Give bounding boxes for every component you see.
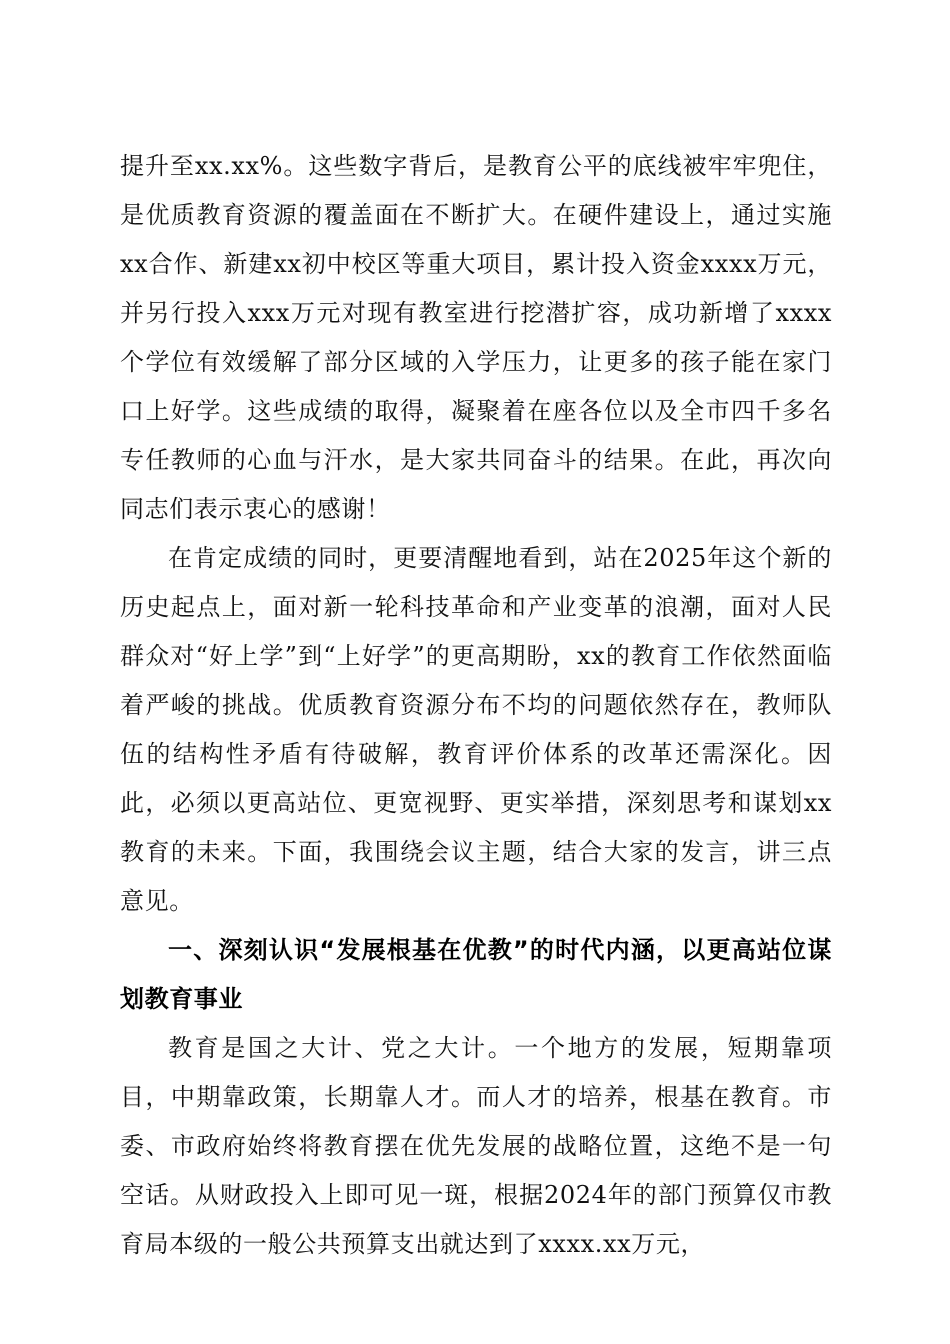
- paragraph-education-priority: 教育是国之大计、党之大计。一个地方的发展，短期靠项目，中期靠政策，长期靠人才。而人才的培养，根基在教育。市委、市政府始终将教育摆在优先发展的战略位置，这绝不是一句空话。从财政投入上即可见一斑，根据2024年的部门预算仅市教育局本级的一般公共预算支出就达到了xxxx.xx万元，: [120, 1034, 832, 1258]
- document-body: [120, 142, 832, 1269]
- section-heading: 一、深刻认识“发展根基在优教”的时代内涵，以更高站位谋划教育事业: [120, 936, 832, 1013]
- paragraph-achievements: 提升至xx.xx%。这些数字背后，是教育公平的底线被牢牢兜住，是优质教育资源的覆盖面在不断扩大。在硬件建设上，通过实施xx合作、新建xx初中校区等重大项目，累计投入资金xxxx万元，并另行投入xxx万元对现有教室进行挖潜扩容，成功新增了xxxx个学位有效缓解了部分区域的入学压力，让更多的孩子能在家门口上好学。这些成绩的取得，凝聚着在座各位以及全市四千多名专任教师的心血与汗水，是大家共同奋斗的结果。在此，再次向同志们表示衷心的感谢！: [120, 152, 832, 523]
- paragraph-challenges: 在肯定成绩的同时，更要清醒地看到，站在2025年这个新的历史起点上，面对新一轮科技革命和产业变革的浪潮，面对人民群众对“好上学”到“上好学”的更高期盼，xx的教育工作依然面临着严峻的挑战。优质教育资源分布不均的问题依然存在，教师队伍的结构性矛盾有待破解，教育评价体系的改革还需深化。因此，必须以更高站位、更宽视野、更实举措，深刻思考和谋划xx教育的未来。下面，我围绕会议主题，结合大家的发言，讲三点意见。: [120, 544, 832, 915]
